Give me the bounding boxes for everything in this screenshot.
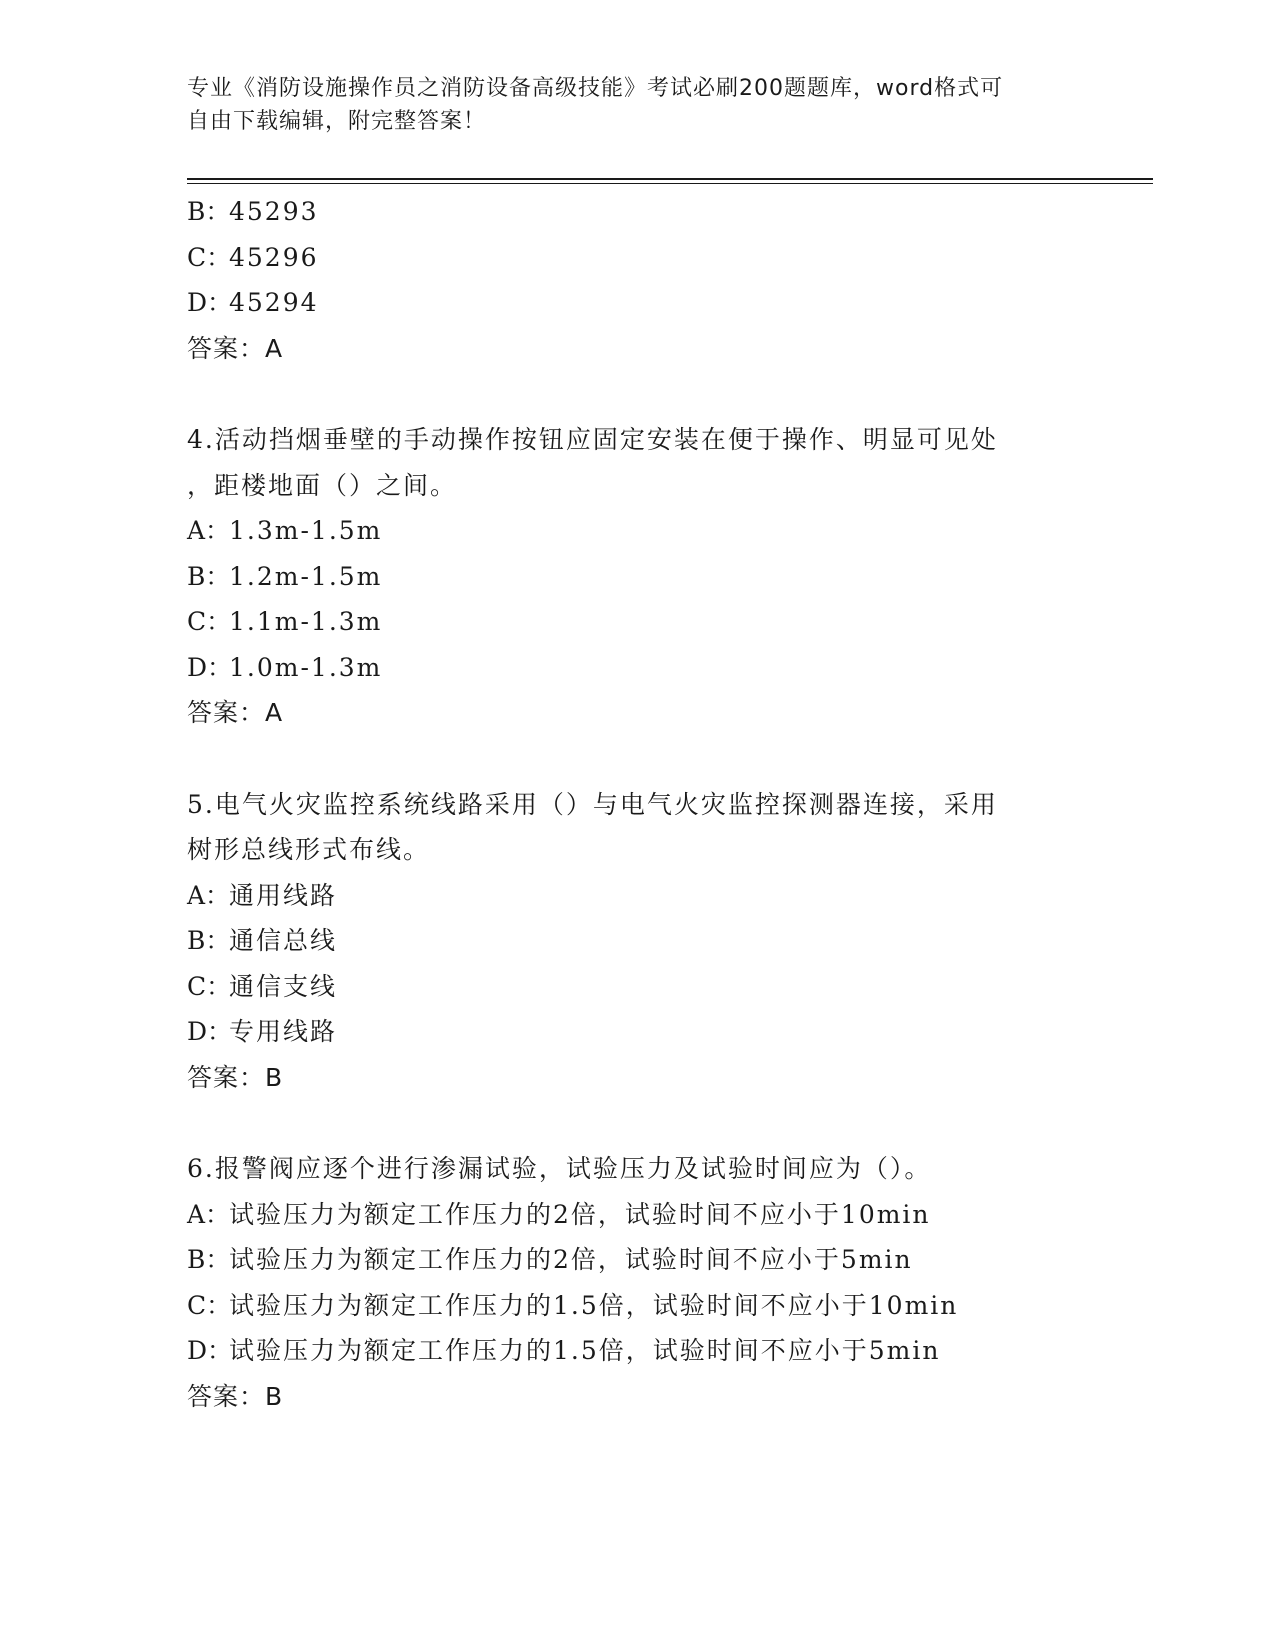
question-6: [187, 1146, 1107, 1419]
question-text: 树形总线形式布线。: [187, 835, 431, 864]
question-list: [187, 189, 1107, 1419]
option-b: B：通信总线: [187, 926, 338, 955]
option-b: B：45293: [187, 197, 319, 226]
header-line-1: 专业《消防设施操作员之消防设备高级技能》考试必刷200题题库，word格式可: [187, 76, 1004, 101]
option-c: C：试验压力为额定工作压力的1.5倍，试验时间不应小于10min: [187, 1290, 959, 1320]
option-d: D：45294: [187, 288, 319, 317]
question-5: [187, 782, 1107, 1101]
answer: 答案：B: [187, 1381, 284, 1411]
header-rule-thick: [187, 178, 1153, 180]
option-c: C：通信支线: [187, 971, 338, 1001]
partial-question: [187, 189, 1107, 371]
option-a: A：试验压力为额定工作压力的2倍，试验时间不应小于10min: [187, 1199, 931, 1229]
header-rule-thin: [187, 183, 1153, 184]
question-text: 4.活动挡烟垂壁的手动操作按钮应固定安装在便于操作、明显可见处: [187, 425, 998, 454]
header-line-2: 自由下载编辑，附完整答案！: [187, 109, 487, 134]
option-b: B：1.2m-1.5m: [187, 561, 383, 591]
page-header: [187, 72, 1067, 138]
answer: 答案：B: [187, 1062, 284, 1092]
option-a: A：1.3m-1.5m: [187, 516, 383, 545]
question-4: [187, 417, 1107, 736]
question-text: ，距楼地面（）之间。: [187, 470, 458, 500]
question-text: 5.电气火灾监控系统线路采用（）与电气火灾监控探测器连接，采用: [187, 789, 998, 819]
option-c: C：1.1m-1.3m: [187, 607, 383, 636]
option-b: B：试验压力为额定工作压力的2倍，试验时间不应小于5min: [187, 1245, 913, 1274]
answer: 答案：A: [187, 333, 284, 363]
option-c: C：45296: [187, 242, 319, 272]
question-text: 6.报警阀应逐个进行渗漏试验，试验压力及试验时间应为（）。: [187, 1154, 932, 1183]
option-a: A：通用线路: [187, 880, 338, 910]
option-d: D：专用线路: [187, 1017, 338, 1046]
answer: 答案：A: [187, 698, 284, 727]
option-d: D：试验压力为额定工作压力的1.5倍，试验时间不应小于5min: [187, 1336, 941, 1365]
option-d: D：1.0m-1.3m: [187, 652, 383, 682]
